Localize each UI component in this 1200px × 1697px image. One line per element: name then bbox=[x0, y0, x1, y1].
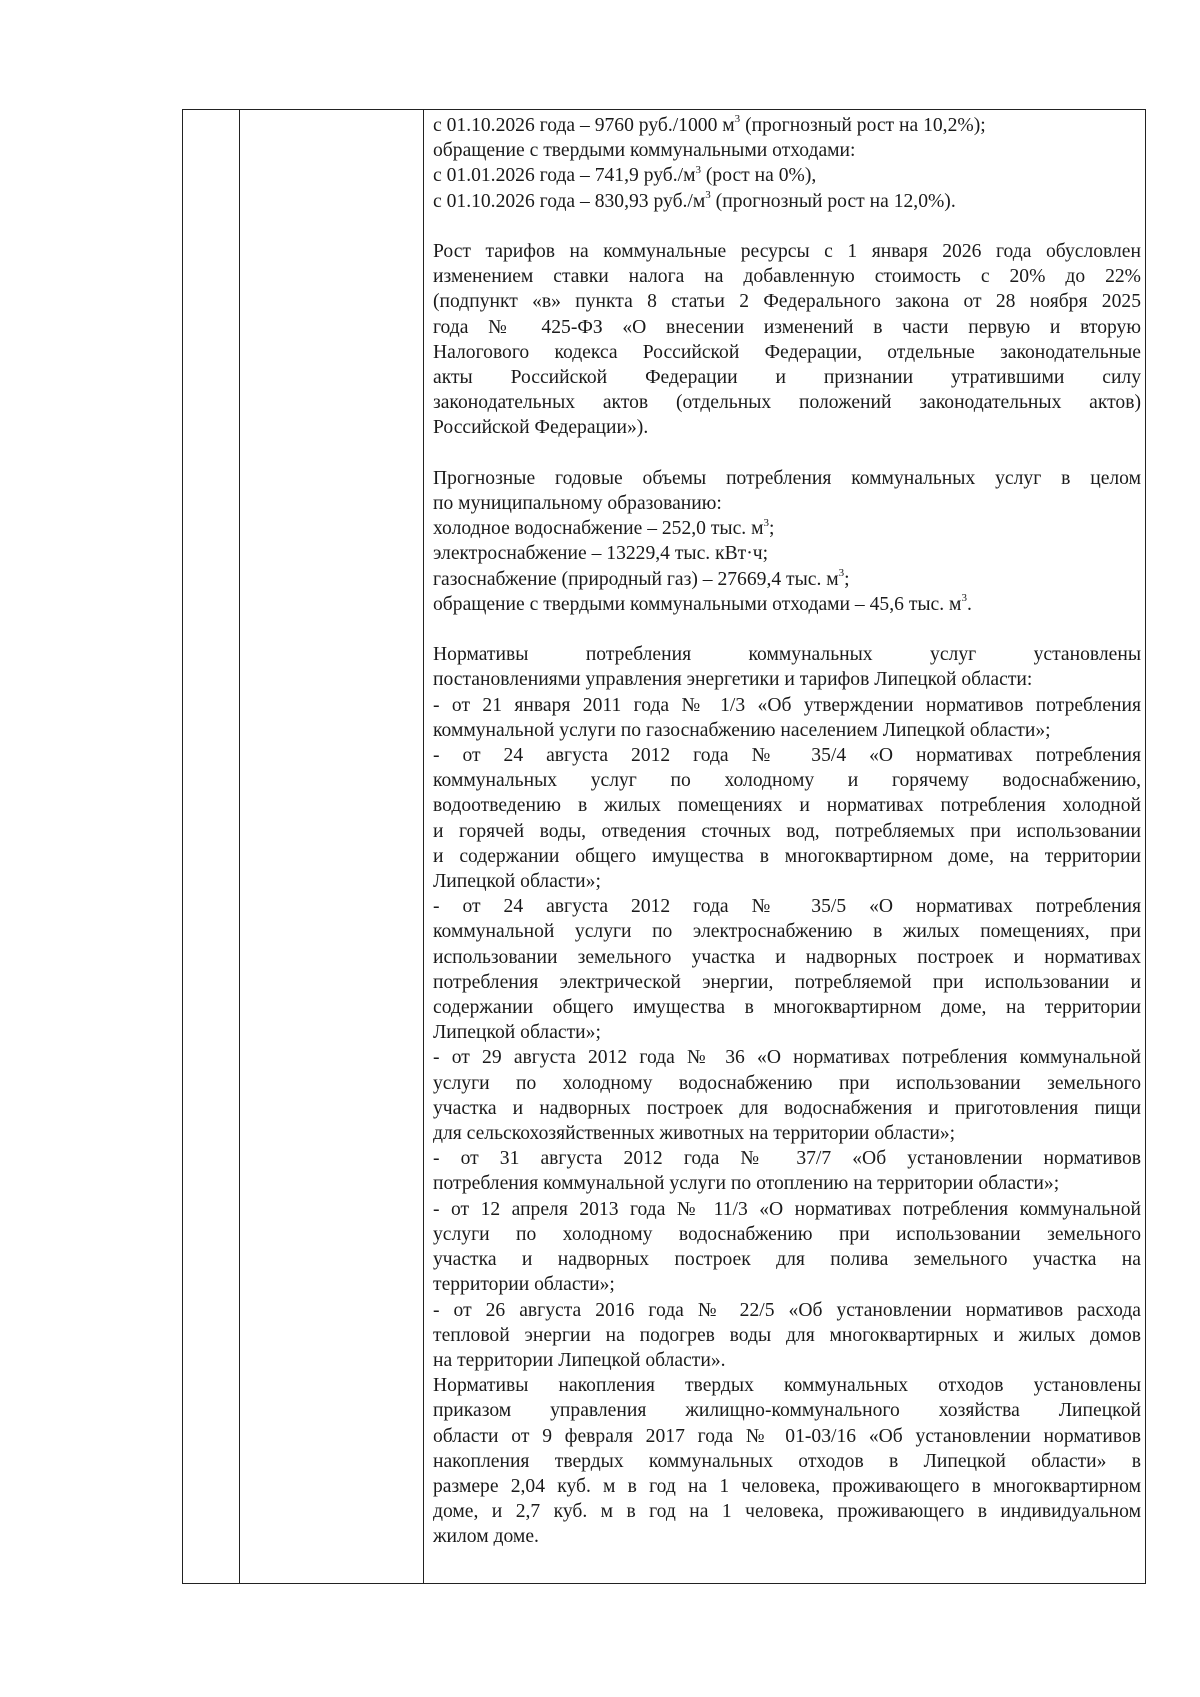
text-line bbox=[433, 315, 1141, 340]
text-line bbox=[433, 1071, 1141, 1096]
text-line bbox=[433, 743, 1141, 768]
line-text: участка и надворных построек для водоснабжения и приготовления пищи bbox=[433, 1097, 1141, 1119]
line-text: акты Российской Федерации и признании утратившими силу bbox=[433, 367, 1141, 389]
line-text: - от 24 августа 2012 года № 35/5 «О нормативах потребления bbox=[433, 896, 1141, 918]
line-text-tail: (прогнозный рост на 10,2%); bbox=[740, 115, 986, 136]
line-text: года № 425-ФЗ «О внесении изменений в части первую и вторую bbox=[433, 316, 1141, 338]
text-line bbox=[433, 995, 1141, 1020]
text-line bbox=[433, 390, 1141, 415]
line-text: Нормативы потребления коммунальных услуг установлены bbox=[433, 644, 1141, 666]
line-text: - от 24 августа 2012 года № 35/4 «О нормативах потребления bbox=[433, 745, 1141, 767]
line-text: потребления коммунальной услуги по отоплению на территории области»; bbox=[433, 1173, 1060, 1195]
line-text: с 01.10.2026 года – 9760 руб./1000 м bbox=[433, 115, 735, 136]
column-divider-1 bbox=[239, 110, 240, 1583]
paragraph-gap bbox=[433, 214, 1141, 239]
line-text: - от 12 апреля 2013 года № 11/3 «О нормативах потребления коммунальной bbox=[433, 1198, 1141, 1220]
text-line bbox=[433, 1045, 1141, 1070]
document-table bbox=[182, 109, 1146, 1584]
text-line bbox=[433, 945, 1141, 970]
line-text: электроснабжение – 13229,4 тыс. кВт·ч; bbox=[433, 543, 769, 565]
table-text-cell bbox=[433, 113, 1141, 1550]
line-text: услуги по холодному водоснабжению при использовании земельного bbox=[433, 1223, 1141, 1245]
text-line bbox=[433, 970, 1141, 995]
text-line bbox=[433, 1272, 1141, 1297]
text-line bbox=[433, 415, 1141, 440]
superscript: 3 bbox=[838, 567, 845, 580]
text-line bbox=[433, 264, 1141, 289]
line-text: содержании общего имущества в многоквартирном доме, на территории bbox=[433, 997, 1141, 1019]
superscript: 3 bbox=[763, 516, 769, 529]
line-text: водоотведению в жилых помещениях и нормативах потребления холодной bbox=[433, 795, 1141, 817]
text-line bbox=[433, 289, 1141, 314]
line-text: с 01.10.2026 года – 830,93 руб./м bbox=[433, 190, 706, 212]
line-text: для сельскохозяйственных животных на территории области»; bbox=[433, 1123, 956, 1145]
line-text: обращение с твердыми коммунальными отходами – 45,6 тыс. м bbox=[433, 593, 962, 615]
line-text: и содержании общего имущества в многоквартирном доме, на территории bbox=[433, 845, 1141, 867]
text-line bbox=[433, 1222, 1141, 1247]
line-text: размере 2,04 куб. м в год на 1 человека, проживающего в многоквартирном bbox=[433, 1475, 1141, 1497]
text-line bbox=[433, 516, 1141, 541]
superscript: 3 bbox=[961, 592, 967, 605]
line-text: - от 26 августа 2016 года № 22/5 «Об установлении нормативов расхода bbox=[433, 1299, 1141, 1321]
text-line bbox=[433, 592, 1141, 617]
line-text: территории области»; bbox=[433, 1274, 615, 1296]
line-text: Липецкой области»; bbox=[433, 871, 601, 893]
line-text: - от 29 августа 2012 года № 36 «О нормативах потребления коммунальной bbox=[433, 1047, 1141, 1069]
text-line bbox=[433, 1171, 1141, 1196]
superscript: 3 bbox=[705, 189, 711, 202]
superscript: 3 bbox=[695, 163, 701, 176]
line-text-tail: . bbox=[966, 593, 972, 615]
text-line bbox=[433, 365, 1141, 390]
text-line bbox=[433, 1197, 1141, 1222]
line-text-tail: (рост на 0%), bbox=[700, 165, 817, 187]
paragraph bbox=[433, 642, 1141, 1549]
line-text: газоснабжение (природный газ) – 27669,4 тыс. м bbox=[433, 568, 839, 590]
text-line bbox=[433, 1146, 1141, 1171]
paragraph-gap bbox=[433, 441, 1141, 466]
line-text: доме, и 2,7 куб. м в год на 1 человека, проживающего в индивидуальном bbox=[433, 1501, 1141, 1523]
text-line bbox=[433, 239, 1141, 264]
text-line bbox=[433, 894, 1141, 919]
line-text: законодательных актов (отдельных положений законодательных актов) bbox=[433, 392, 1141, 414]
line-text-tail: ; bbox=[769, 518, 775, 540]
text-line bbox=[433, 340, 1141, 365]
text-line bbox=[433, 844, 1141, 869]
line-text: Рост тарифов на коммунальные ресурсы с 1 января 2026 года обусловлен bbox=[433, 241, 1141, 262]
line-text: Российской Федерации»). bbox=[433, 417, 649, 439]
text-line bbox=[433, 869, 1141, 894]
line-text: Нормативы накопления твердых коммунальных отходов установлены bbox=[433, 1375, 1141, 1397]
line-text: коммунальной услуги по газоснабжению населением Липецкой области»; bbox=[433, 719, 1051, 741]
line-text: Липецкой области»; bbox=[433, 1022, 601, 1044]
line-text: по муниципальному образованию: bbox=[433, 493, 722, 515]
line-text: участка и надворных построек для полива земельного участка на bbox=[433, 1249, 1141, 1271]
superscript: 3 bbox=[734, 113, 741, 126]
text-line bbox=[433, 1247, 1141, 1272]
line-text: постановлениями управления энергетики и тарифов Липецкой области: bbox=[433, 669, 1033, 691]
line-text: тепловой энергии на подогрев воды для многоквартирных и жилых домов bbox=[433, 1324, 1141, 1346]
text-line bbox=[433, 693, 1141, 718]
line-text: с 01.01.2026 года – 741,9 руб./м bbox=[433, 165, 696, 187]
line-text: - от 31 августа 2012 года № 37/7 «Об установлении нормативов bbox=[433, 1148, 1141, 1170]
line-text: жилом доме. bbox=[433, 1526, 539, 1548]
paragraph-gap bbox=[433, 617, 1141, 642]
text-line bbox=[433, 642, 1141, 667]
line-text: Налогового кодекса Российской Федерации, отдельные законодательные bbox=[433, 341, 1141, 363]
text-line bbox=[433, 667, 1141, 692]
text-line bbox=[433, 189, 1141, 214]
line-text: приказом управления жилищно-коммунального хозяйства Липецкой bbox=[433, 1400, 1141, 1422]
line-text: холодное водоснабжение – 252,0 тыс. м bbox=[433, 518, 764, 540]
line-text: Прогнозные годовые объемы потребления коммунальных услуг в целом bbox=[433, 467, 1141, 489]
text-line bbox=[433, 768, 1141, 793]
text-line bbox=[433, 1121, 1141, 1146]
line-text-tail: (прогнозный рост на 12,0%). bbox=[710, 190, 956, 212]
text-line bbox=[433, 1524, 1141, 1549]
text-line bbox=[433, 793, 1141, 818]
text-line bbox=[433, 718, 1141, 743]
text-line bbox=[433, 1020, 1141, 1045]
text-line bbox=[433, 113, 1141, 138]
paragraph bbox=[433, 239, 1141, 441]
text-line bbox=[433, 1323, 1141, 1348]
line-text: коммунальных услуг по холодному и горячему водоснабжению, bbox=[433, 770, 1141, 792]
line-text: использовании земельного участка и надворных построек и нормативах bbox=[433, 946, 1141, 968]
text-line bbox=[433, 1298, 1141, 1323]
text-line bbox=[433, 819, 1141, 844]
paragraph bbox=[433, 466, 1141, 617]
text-line bbox=[433, 1096, 1141, 1121]
text-line bbox=[433, 1474, 1141, 1499]
text-line bbox=[433, 541, 1141, 566]
text-line bbox=[433, 138, 1141, 163]
line-text: (подпункт «в» пункта 8 статьи 2 Федерального закона от 28 ноября 2025 bbox=[433, 291, 1141, 313]
text-line bbox=[433, 491, 1141, 516]
line-text: коммунальной услуги по электроснабжению в жилых помещениях, при bbox=[433, 921, 1141, 943]
text-line bbox=[433, 1398, 1141, 1423]
text-line bbox=[433, 567, 1141, 592]
line-text: накопления твердых коммунальных отходов в Липецкой области» в bbox=[433, 1450, 1141, 1472]
line-text: на территории Липецкой области». bbox=[433, 1349, 726, 1371]
line-text: - от 21 января 2011 года № 1/3 «Об утверждении нормативов потребления bbox=[433, 694, 1141, 716]
line-text: области от 9 февраля 2017 года № 01-03/16 «Об установлении нормативов bbox=[433, 1425, 1141, 1447]
text-line bbox=[433, 1424, 1141, 1449]
line-text: потребления электрической энергии, потребляемой при использовании и bbox=[433, 971, 1141, 993]
column-divider-2 bbox=[423, 110, 424, 1583]
line-text: услуги по холодному водоснабжению при использовании земельного bbox=[433, 1072, 1141, 1094]
text-line bbox=[433, 163, 1141, 188]
text-line bbox=[433, 1348, 1141, 1373]
text-line bbox=[433, 1499, 1141, 1524]
text-line bbox=[433, 1373, 1141, 1398]
text-line bbox=[433, 466, 1141, 491]
text-line bbox=[433, 1449, 1141, 1474]
line-text: изменением ставки налога на добавленную стоимость с 20% до 22% bbox=[433, 266, 1141, 288]
line-text: обращение с твердыми коммунальными отходами: bbox=[433, 140, 856, 162]
paragraph bbox=[433, 113, 1141, 214]
line-text: и горячей воды, отведения сточных вод, потребляемых при использовании bbox=[433, 820, 1141, 842]
text-line bbox=[433, 919, 1141, 944]
line-text-tail: ; bbox=[844, 568, 850, 590]
